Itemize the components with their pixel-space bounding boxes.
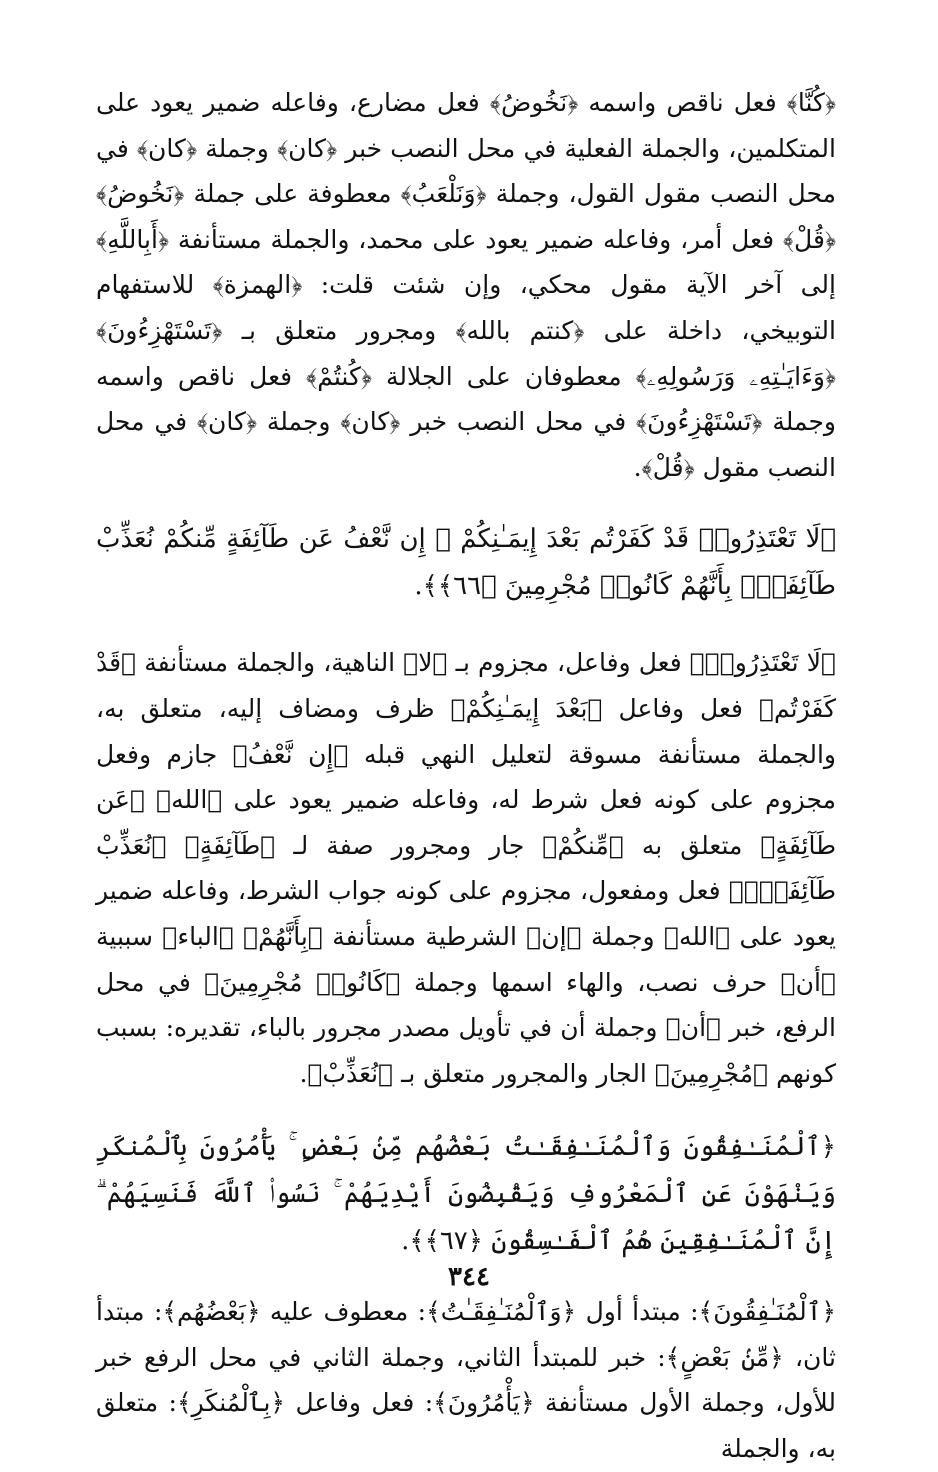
commentary-paragraph-1: ﴿كُنَّا﴾ فعل ناقص واسمه ﴿نَخُوضُ﴾ فعل مضارع، وفاعله ضمير يعود على المتكلمين، والجملة الفعلية في محل النصب خبر ﴿كان﴾ وجملة ﴿كان﴾ في محل النصب مقول القول، وجملة ﴿وَنَلْعَبُ﴾ معطوفة على جملة ﴿نَخُوضُ﴾ ﴿قُلْ﴾ فعل أمر، وفاعله ضمير يعود على محمد، والجملة مستأنفة ﴿أَبِاللَّهِ﴾ إلى آخر الآية مقول محكي، وإن شئت قلت: ﴿الهمزة﴾ للاستفهام التوبيخي، داخلة على ﴿كنتم بالله﴾ ومجرور متعلق بـ ﴿تَسْتَهْزِءُونَ﴾ ﴿وَءَايَـٰتِهِۦ وَرَسُولِهِۦ﴾ معطوفان على الجلالة ﴿كُنتُمْ﴾ فعل ناقص واسمه وجملة ﴿تَسْتَهْزِءُونَ﴾ في محل النصب خبر ﴿كان﴾ وجملة ﴿كان﴾ في محل النصب مقول ﴿قُلْ﴾.: [96, 88, 836, 482]
commentary-paragraph-3: ﴿ٱلْمُنَـٰفِقُونَ﴾: مبتدأ أول ﴿وَٱلْمُنَـٰفِقَـٰتُ﴾: معطوف عليه ﴿بَعْضُهُم﴾: مبتدأ ثان، ﴿مِّنۢ بَعْضٍ﴾: خبر للمبتدأ الثاني، وجملة الثاني في محل الرفع خبر للأول، وجملة الأول مستأنفة ﴿يَأْمُرُونَ﴾: فعل وفاعل ﴿بِٱلْمُنكَرِ﴾: متعلق به، والجملة: [96, 1297, 836, 1464]
quran-verse-66: ﴿لَا تَعْتَذِرُوا۟ قَدْ كَفَرْتُم بَعْدَ إِيمَـٰنِكُمْ ۚ إِن نَّعْفُ عَن طَآئِفَةٍ مِّنكُمْ نُعَذِّبْ طَآئِفَةًۢ بِأَنَّهُمْ كَانُوا۟ مُجْرِمِينَ ﴿٦٦﴾﴾.: [96, 524, 836, 602]
commentary-paragraph-2: ﴿لَا تَعْتَذِرُوا۟﴾ فعل وفاعل، مجزوم بـ ﴿لا﴾ الناهية، والجملة مستأنفة ﴿قَدْ كَفَرْتُم﴾ فعل وفاعل ﴿بَعْدَ إِيمَـٰنِكُمْ﴾ ظرف ومضاف إليه، متعلق به، والجملة مستأنفة مسوقة لتعليل النهي قبله ﴿إِن نَّعْفُ﴾ جازم وفعل مجزوم على كونه فعل شرط له، وفاعله ضمير يعود على ﴿الله﴾ ﴿عَن طَآئِفَةٍ﴾ متعلق به ﴿مِّنكُمْ﴾ جار ومجرور صفة لـ ﴿طَآئِفَةٍ﴾ ﴿نُعَذِّبْ طَآئِفَةًۢ﴾ فعل ومفعول، مجزوم على كونه جواب الشرط، وفاعله ضمير يعود على ﴿الله﴾ وجملة ﴿إن﴾ الشرطية مستأنفة ﴿بِأَنَّهُمْ﴾ ﴿الباء﴾ سببية ﴿أن﴾ حرف نصب، والهاء اسمها وجملة ﴿كَانُوا۟ مُجْرِمِينَ﴾ في محل الرفع، خبر ﴿أن﴾ وجملة أن في تأويل مصدر مجرور بالباء، تقديره: بسبب كونهم ﴿مُجْرِمِينَ﴾ الجار والمجرور متعلق بـ ﴿نُعَذِّبْ﴾.: [96, 648, 836, 1088]
quran-verse-67: ﴿ٱلْمُنَـٰفِقُونَ وَٱلْمُنَـٰفِقَـٰتُ بَعْضُهُم مِّنۢ بَعْضٍ ۚ يَأْمُرُونَ بِٱلْمُنكَرِ وَيَنْهَوْنَ عَنِ ٱلْمَعْرُوفِ وَيَقْبِضُونَ أَيْدِيَهُمْ ۚ نَسُوا۟ ٱللَّهَ فَنَسِيَهُمْ ۗ إِنَّ ٱلْمُنَـٰفِقِينَ هُمُ ٱلْفَـٰسِقُونَ ﴿٦٧﴾﴾.: [96, 1132, 836, 1257]
page-number: ٣٤٤: [448, 1262, 490, 1292]
